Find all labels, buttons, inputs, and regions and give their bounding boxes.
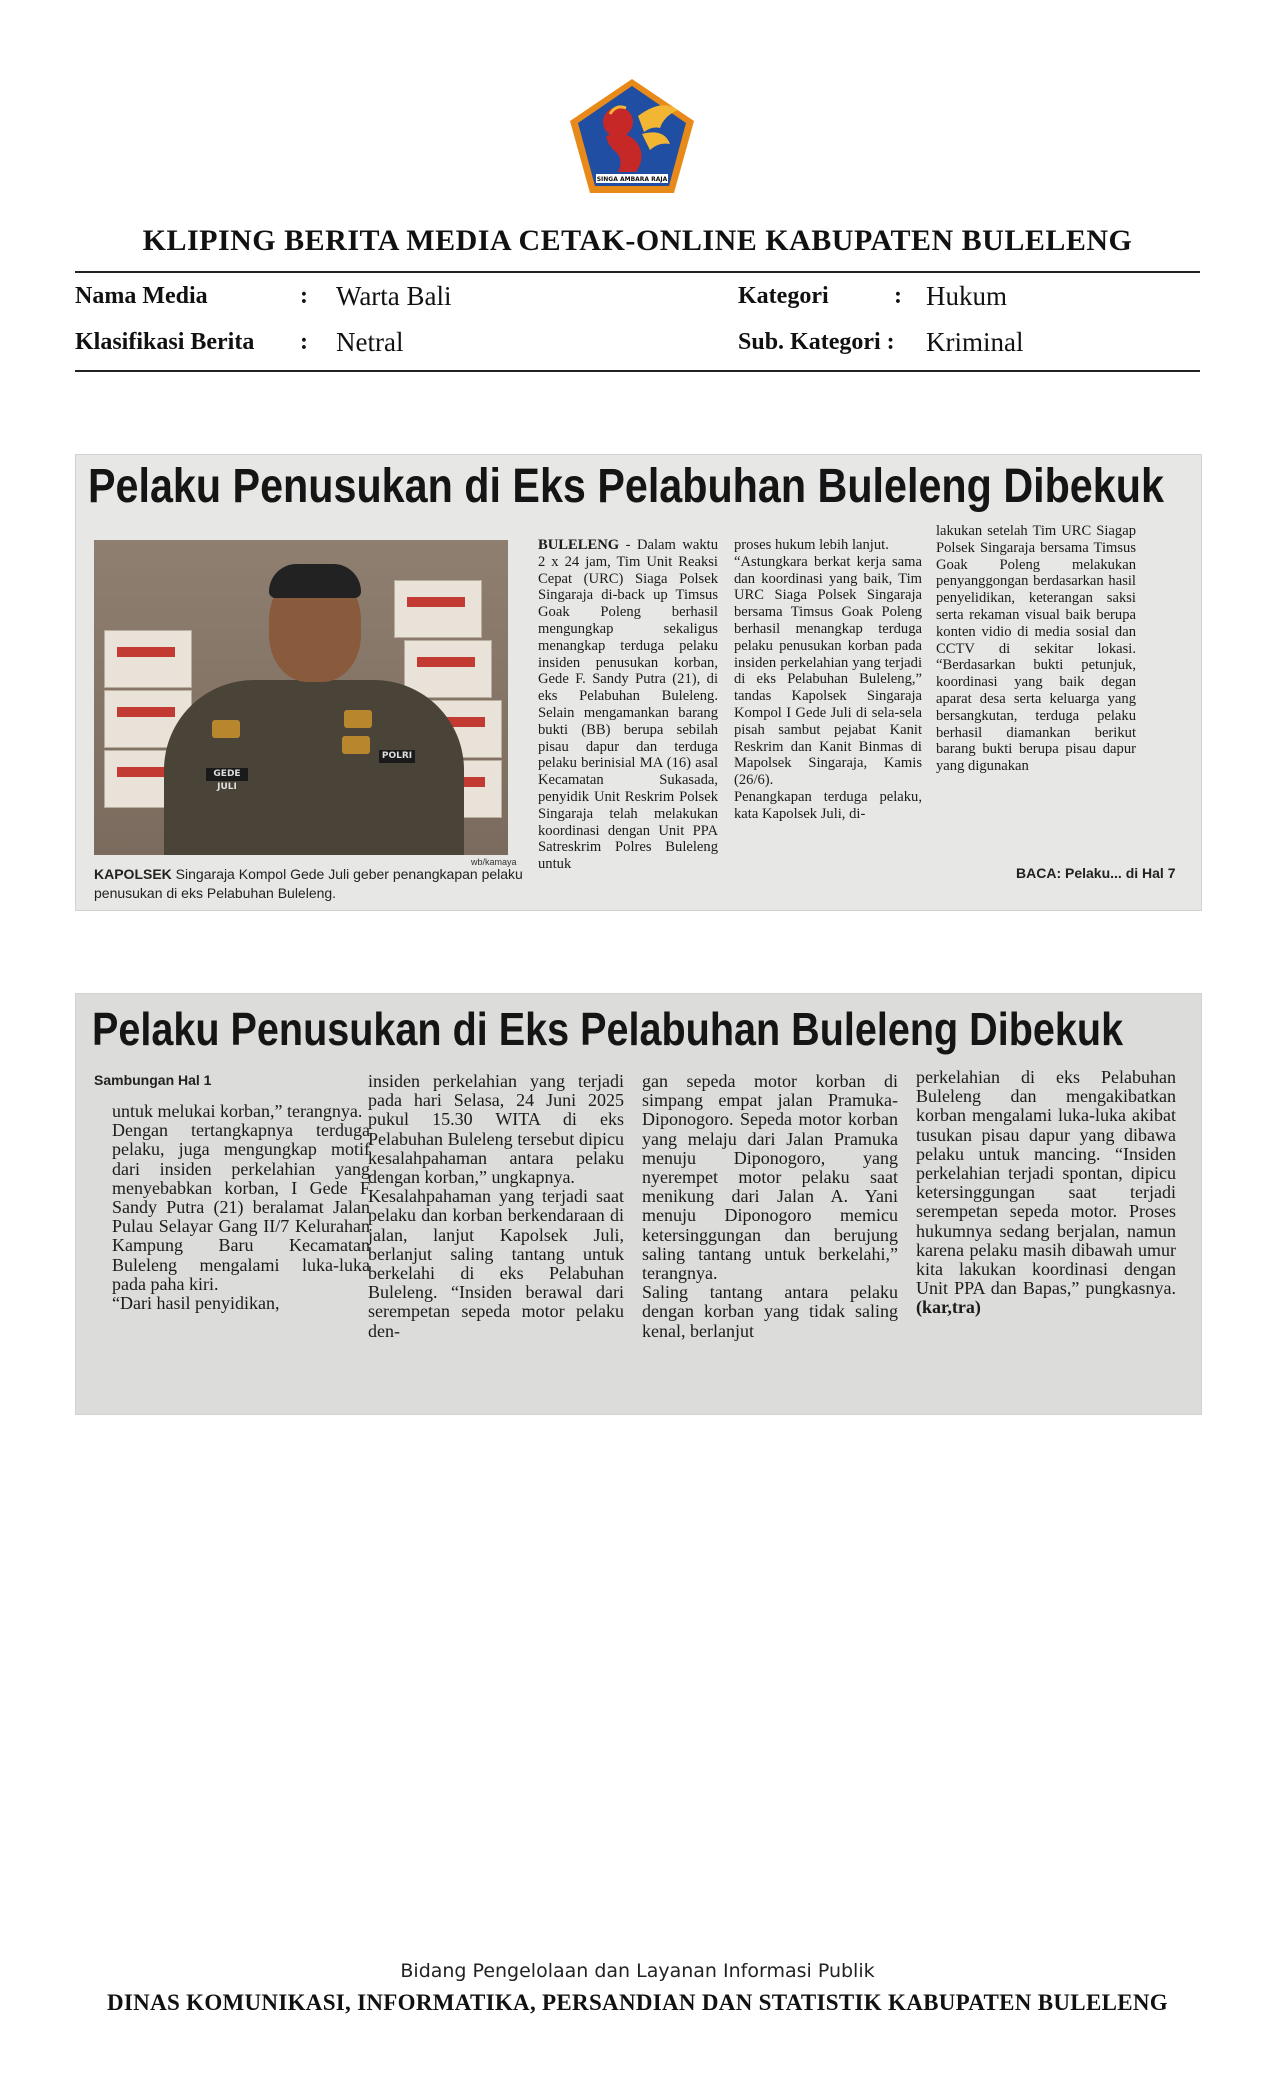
article-column-1-text: - Dalam waktu 2 x 24 jam, Tim Unit Reaksi Cepat (URC) Siaga Polsek Singaraja di-back up Timsus Goak Poleng berhasil mengungkap sekaligus menangkap terduga pelaku insiden penusukan korban, Gede F. Sandy Putra (21), di eks Pelabuhan Buleleng. Selain mengamankan barang bukti (BB) berupa sebilah pisau dapur dan terduga pelaku berinisial MA (16) asal Kecamatan Sukasada, penyidik Unit Reskrim Polsek Singaraja telah melakukan koordinasi dengan Unit PPA Satreskrim Polres Buleleng untuk	[538, 537, 718, 873]
officer-photo	[94, 540, 508, 855]
nama-media-value: Warta Bali	[336, 281, 452, 311]
buleleng-crest-logo	[566, 76, 698, 196]
meta-colon: :	[300, 283, 308, 309]
clipping-headline: Pelaku Penusukan di Eks Pelabuhan Buleleng Dibekuk	[88, 460, 1164, 513]
logo-motto: SINGA AMBARA RAJA	[596, 176, 668, 183]
meta-colon: :	[300, 329, 308, 355]
article-column-1	[538, 537, 718, 873]
lion-crest-shield-icon	[566, 76, 698, 196]
footer-agency: DINAS KOMUNIKASI, INFORMATIKA, PERSANDIAN DAN STATISTIK KABUPATEN BULELENG	[107, 1990, 1168, 2015]
news-clipping-continuation	[75, 993, 1202, 1415]
article-column-3: gan sepeda motor korban di simpang empat jalan Pramuka-Diponogoro. Sepeda motor korban yang melaju dari Jalan Pramuka menuju Diponogoro, yang nyerempet motor pelaku saat menikung dari Jalan A. Yani menuju Diponogoro memicu ketersinggungan dan berujung saling tantang untuk berkelahi,” terangnya. Saling tantang antara pelaku dengan korban yang tidak saling kenal, berlanjut	[642, 1071, 898, 1341]
nama-media-label: Nama Media	[75, 283, 208, 309]
officer-polri-tag: POLRI	[379, 750, 415, 763]
article-column-4-text: perkelahian di eks Pelabuhan Buleleng dan mengakibatkan korban mengalami luka-luka akibat tusukan pisau dapur yang dibawa pelaku untuk mancing. “Insiden perkelahian terjadi spontan, dipicu ketersinggungan saat terjadi serempetan sepeda motor. Proses hukumnya sedang berjalan, namun karena pelaku masih dibawah umur kita lakukan koordinasi dengan Unit PPA dan Bapas,” pungkasnya.	[916, 1067, 1176, 1299]
article-column-1: untuk melukai korban,” terangnya. Dengan tertangkapnya terduga pelaku, juga mengungkap motif dari insiden perkelahian yang menyebabkan korban, I Gede F Sandy Putra (21) beralamat Jalan Pulau Selayar Gang II/7 Kelurahan Kampung Baru Kecamatan Buleleng mengalami luka-luka pada paha kiri. “Dari hasil penyidikan,	[112, 1101, 370, 1314]
page-title: KLIPING BERITA MEDIA CETAK-ONLINE KABUPATEN BULELENG	[142, 224, 1133, 257]
continued-note: BACA: Pelaku... di Hal 7	[1016, 865, 1176, 881]
footer-division: Bidang Pengelolaan dan Layanan Informasi Publik	[400, 1960, 875, 1982]
clipping-headline: Pelaku Penusukan di Eks Pelabuhan Buleleng Dibekuk	[92, 1003, 1124, 1055]
meta-colon: :	[894, 283, 902, 309]
dateline: BULELENG	[538, 537, 620, 553]
article-column-3: lakukan setelah Tim URC Siagap Polsek Singaraja bersama Timsus Goak Poleng melakukan penyanggongan berdasarkan hasil penyelidikan, keterangan saksi serta rekaman visual baik berupa konten vidio di media sosial dan CCTV di sekitar lokasi. “Berdasarkan bukti petunjuk, koordinasi yang baik degan aparat desa serta keluarga yang bersangkutan, terduga pelaku berhasil diamankan berikut barang bukti berupa pisau dapur yang digunakan	[936, 523, 1136, 775]
continuation-label: Sambungan Hal 1	[94, 1072, 212, 1088]
caption-lead: KAPOLSEK	[94, 866, 172, 882]
kategori-value: Hukum	[926, 281, 1007, 311]
photo-credit: wb/kamaya	[471, 857, 517, 867]
article-column-2: insiden perkelahian yang terjadi pada hari Selasa, 24 Juni 2025 pukul 15.30 WITA di eks Pelabuhan Buleleng tersebut dipicu kesalahpahaman antara pelaku dengan korban,” ungkapnya. Kesalahpahaman yang terjadi saat pelaku dan korban berkendaraan di jalan, lanjut Kapolsek Juli, berlanjut saling tantang untuk berkelahi di eks Pelabuhan Buleleng. “Insiden berawal dari serempetan sepeda motor pelaku den-	[368, 1071, 624, 1341]
top-rule	[75, 271, 1200, 273]
caption-text: Singaraja Kompol Gede Juli geber penangkapan pelaku penusukan di eks Pelabuhan Buleleng.	[94, 866, 523, 901]
photo-caption	[94, 865, 524, 903]
klasifikasi-label: Klasifikasi Berita	[75, 329, 255, 355]
officer-name-tag: GEDE JULI	[206, 768, 248, 781]
sub-kategori-label: Sub. Kategori :	[738, 329, 895, 355]
sub-kategori-value: Kriminal	[926, 327, 1024, 357]
klasifikasi-value: Netral	[336, 327, 404, 357]
news-clipping-front	[75, 454, 1202, 911]
article-column-2: proses hukum lebih lanjut. “Astungkara berkat kerja sama dan koordinasi yang baik, Tim URC Siaga Polsek Singaraja bersama Timsus Goak Poleng berhasil menangkap terduga pelaku penusukan korban pada insiden perkelahian yang terjadi di eks Pelabuhan Buleleng,” tandas Kapolsek Singaraja Kompol I Gede Juli di sela-sela pisah sambut pejabat Kanit Reskrim dan Kanit Binmas di Mapolsek Singaraja, Kamis (26/6). Penangkapan terduga pelaku, kata Kapolsek Juli, di-	[734, 537, 922, 822]
bottom-rule	[75, 370, 1200, 372]
article-column-4	[916, 1068, 1176, 1318]
kategori-label: Kategori	[738, 283, 829, 309]
author-signature: (kar,tra)	[916, 1297, 981, 1318]
